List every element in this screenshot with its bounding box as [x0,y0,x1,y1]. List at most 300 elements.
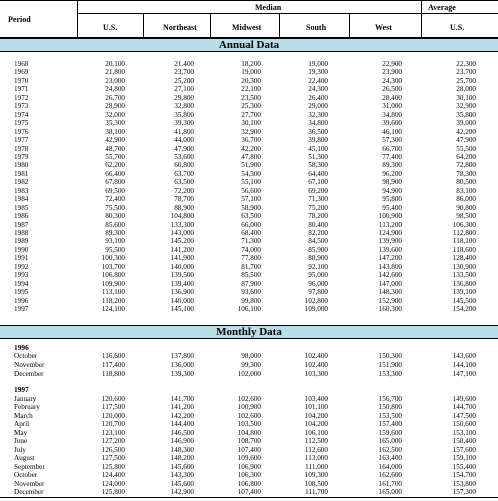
table-row [0,463,498,471]
value-cell: 157,600 [452,445,476,454]
value-cell: 141,900 [170,254,194,263]
value-cell: 106,300 [237,471,261,480]
value-cell: 51,300 [308,152,328,161]
value-cell: 23,700 [174,68,194,77]
year-label: 1997 [14,385,29,394]
value-cell: 64,200 [456,152,476,161]
value-cell: 36,700 [241,136,261,145]
value-cell: 71,300 [241,237,261,246]
value-cell: 98,500 [456,212,476,221]
col-us-header: U.S. [103,23,118,32]
value-cell: 72,800 [456,161,476,170]
value-cell: 51,900 [241,161,261,170]
value-cell: 42,900 [105,136,125,145]
divider [279,13,280,38]
value-cell: 118,800 [101,370,125,378]
value-cell: 103,500 [237,420,261,429]
table-row [0,229,498,237]
period-cell: April [14,420,30,429]
table-row [0,480,498,488]
value-cell: 23,500 [241,93,261,102]
period-cell: February [14,403,40,412]
value-cell: 89,300 [382,161,402,170]
value-cell: 143,000 [170,229,194,237]
value-cell: 39,000 [456,119,476,128]
period-cell: March [14,411,33,420]
value-cell: 39,800 [308,136,328,145]
value-cell: 92,100 [308,262,328,271]
period-cell: October [14,471,38,480]
value-cell: 103,700 [101,262,125,271]
value-cell: 104,200 [304,411,328,420]
period-cell: 1989 [14,237,29,246]
period-cell: 1994 [14,279,29,288]
table-row [0,395,498,403]
period-cell: 1975 [14,119,29,128]
value-cell: 31,000 [382,102,402,111]
divider [77,1,78,38]
divider [421,1,422,38]
period-cell: 1984 [14,195,29,204]
period-cell: 1983 [14,186,29,195]
value-cell: 32,900 [456,102,476,111]
value-cell: 32,300 [308,110,328,119]
value-cell: 136,800 [452,279,476,288]
table-row [0,119,498,127]
period-cell: 1986 [14,212,29,221]
value-cell: 67,800 [105,178,125,187]
value-cell: 117,400 [101,361,125,369]
table-row [0,77,498,85]
value-cell: 123,100 [101,428,125,437]
value-cell: 81,700 [241,262,261,271]
value-cell: 140,000 [170,262,194,271]
value-cell: 109,900 [101,279,125,288]
value-cell: 112,600 [304,445,328,454]
value-cell: 82,200 [308,229,328,237]
value-cell: 145,100 [170,305,194,314]
table-row [0,237,498,245]
value-cell: 147,500 [452,411,476,420]
table-row [0,85,498,93]
value-cell: 124,100 [101,305,125,314]
period-cell: January [14,395,37,403]
value-cell: 126,500 [101,445,125,454]
col-northeast-header: Northeast [163,23,197,32]
value-cell: 48,700 [105,144,125,153]
value-cell: 22,900 [382,60,402,68]
value-cell: 150,300 [378,352,402,360]
period-cell: 1972 [14,93,29,102]
value-cell: 42,200 [456,127,476,136]
value-cell: 102,800 [304,296,328,305]
median-underline [77,13,498,14]
value-cell: 99,800 [241,296,261,305]
period-cell: 1979 [14,152,29,161]
value-cell: 88,900 [174,203,194,212]
value-cell: 116,600 [101,352,125,360]
table-row [0,246,498,254]
value-cell: 150,800 [378,403,402,412]
value-cell: 72,400 [105,195,125,204]
value-cell: 58,900 [241,203,261,212]
period-cell: September [14,462,45,471]
value-cell: 63,500 [241,212,261,221]
period-cell: December [14,487,44,496]
value-cell: 101,100 [304,403,328,412]
average-header: Average [428,3,456,12]
table-row [0,429,498,437]
value-cell: 95,500 [105,245,125,254]
value-cell: 67,100 [308,178,328,187]
value-cell: 66,700 [382,144,402,153]
value-cell: 143,300 [170,471,194,480]
value-cell: 66,400 [105,169,125,178]
value-cell: 124,000 [101,479,125,488]
value-cell: 18,200 [241,60,261,68]
value-cell: 148,300 [378,288,402,297]
table-row [0,488,498,496]
monthly-data-band: Monthly Data [0,325,498,339]
value-cell: 103,300 [304,370,328,378]
value-cell: 147,000 [378,279,402,288]
value-cell: 145,600 [170,462,194,471]
value-cell: 86,000 [456,195,476,204]
value-cell: 95,800 [382,195,402,204]
value-cell: 77,400 [382,152,402,161]
value-cell: 55,700 [105,152,125,161]
value-cell: 54,300 [241,169,261,178]
value-cell: 78,200 [308,212,328,221]
value-cell: 139,600 [378,245,402,254]
value-cell: 98,900 [382,178,402,187]
period-cell: 1978 [14,144,29,153]
value-cell: 125,800 [101,462,125,471]
value-cell: 142,900 [170,487,194,496]
value-cell: 143,600 [452,352,476,360]
value-cell: 113,100 [101,288,125,297]
divider [349,13,350,38]
value-cell: 145,500 [452,296,476,305]
table-row [0,153,498,161]
value-cell: 144,400 [170,420,194,429]
value-cell: 80,300 [105,212,125,221]
value-cell: 144,700 [452,403,476,412]
period-cell: 1995 [14,288,29,297]
value-cell: 69,500 [105,186,125,195]
value-cell: 28,900 [105,102,125,111]
value-cell: 165,000 [378,437,402,446]
value-cell: 95,000 [308,271,328,280]
table-row [0,111,498,119]
period-cell: 1971 [14,85,29,94]
table-row [0,161,498,169]
value-cell: 78,300 [456,169,476,178]
value-cell: 159,100 [452,454,476,463]
divider [143,13,144,38]
value-cell: 26,500 [382,85,402,94]
value-cell: 120,600 [101,395,125,403]
value-cell: 69,200 [308,186,328,195]
value-cell: 87,900 [241,279,261,288]
value-cell: 83,100 [456,186,476,195]
value-cell: 28,000 [456,85,476,94]
value-cell: 60,800 [174,161,194,170]
table-row [0,412,498,420]
value-cell: 100,900 [237,403,261,412]
value-cell: 39,300 [174,119,194,128]
value-cell: 137,800 [170,352,194,360]
value-cell: 139,100 [452,288,476,297]
value-cell: 88,900 [308,254,328,263]
value-cell: 29,000 [308,102,328,111]
value-cell: 146,900 [170,437,194,446]
value-cell: 120,700 [101,420,125,429]
table-row [0,420,498,428]
table-bottom-rule [0,497,498,498]
value-cell: 113,200 [378,220,402,229]
value-cell: 23,000 [105,76,125,85]
annual-data-band: Annual Data [0,38,498,52]
value-cell: 143,800 [378,262,402,271]
value-cell: 158,400 [452,437,476,446]
value-cell: 164,000 [378,462,402,471]
value-cell: 24,300 [308,85,328,94]
value-cell: 89,300 [105,229,125,237]
period-cell: 1976 [14,127,29,136]
table-row [0,280,498,288]
value-cell: 46,100 [382,127,402,136]
value-cell: 22,100 [241,85,261,94]
value-cell: 23,900 [382,68,402,77]
table-row [0,370,498,378]
value-cell: 124,900 [378,229,402,237]
value-cell: 109,000 [304,305,328,314]
value-cell: 90,800 [456,203,476,212]
value-cell: 80,500 [456,178,476,187]
value-cell: 68,400 [241,229,261,237]
period-cell: June [14,437,28,446]
value-cell: 23,700 [456,68,476,77]
value-cell: 47,800 [241,152,261,161]
table-row [0,305,498,313]
period-cell: 1968 [14,60,29,68]
value-cell: 102,600 [237,411,261,420]
value-cell: 111,000 [305,462,328,471]
value-cell: 44,000 [174,136,194,145]
value-cell: 120,000 [101,411,125,420]
value-cell: 149,600 [452,395,476,403]
value-cell: 100,300 [101,254,125,263]
period-cell: 1981 [14,169,29,178]
value-cell: 97,800 [308,288,328,297]
value-cell: 102,600 [237,395,261,403]
value-cell: 127,500 [101,454,125,463]
value-cell: 125,800 [101,487,125,496]
value-cell: 151,900 [378,361,402,369]
value-cell: 24,800 [105,85,125,94]
value-cell: 25,200 [174,76,194,85]
table-row [0,204,498,212]
period-cell: 1969 [14,68,29,77]
table-row [0,271,498,279]
value-cell: 58,300 [308,161,328,170]
value-cell: 19,000 [241,68,261,77]
value-cell: 30,100 [241,119,261,128]
value-cell: 113,000 [304,454,328,463]
value-cell: 42,200 [241,144,261,153]
value-cell: 108,500 [304,479,328,488]
period-cell: July [14,445,26,454]
value-cell: 47,900 [456,136,476,145]
value-cell: 153,800 [452,479,476,488]
value-cell: 136,900 [170,288,194,297]
value-cell: 147,100 [452,370,476,378]
table-row [0,263,498,271]
table-row [0,195,498,203]
table-header [0,0,498,38]
value-cell: 106,100 [304,428,328,437]
value-cell: 141,700 [170,395,194,403]
value-cell: 41,800 [174,127,194,136]
value-cell: 104,800 [170,212,194,221]
value-cell: 133,500 [452,271,476,280]
period-cell: 1973 [14,102,29,111]
table-row [0,68,498,76]
table-row [0,178,498,186]
value-cell: 141,200 [170,245,194,254]
value-cell: 165,000 [378,487,402,496]
value-cell: 25,300 [241,102,261,111]
value-cell: 19,000 [308,60,328,68]
table-row [0,145,498,153]
value-cell: 22,300 [456,60,476,68]
value-cell: 26,400 [308,93,328,102]
period-cell: 1996 [14,296,29,305]
period-cell: 1985 [14,203,29,212]
period-header: Period [8,15,31,24]
value-cell: 150,600 [452,420,476,429]
period-cell: 1982 [14,178,29,187]
value-cell: 85,600 [105,220,125,229]
value-cell: 53,600 [174,152,194,161]
table-row [0,454,498,462]
table-row [0,94,498,102]
period-cell: December [14,370,44,378]
value-cell: 29,800 [174,93,194,102]
value-cell: 106,800 [101,271,125,280]
value-cell: 102,400 [304,361,328,369]
period-cell: 1977 [14,136,29,145]
value-cell: 75,500 [105,203,125,212]
value-cell: 128,400 [452,254,476,263]
value-cell: 57,100 [241,195,261,204]
value-cell: 139,900 [378,237,402,246]
value-cell: 102,000 [237,370,261,378]
table-row [0,128,498,136]
value-cell: 104,200 [304,420,328,429]
value-cell: 103,400 [304,395,328,403]
value-cell: 93,600 [241,288,261,297]
value-cell: 106,800 [237,479,261,488]
value-cell: 66,000 [241,220,261,229]
value-cell: 27,700 [241,110,261,119]
value-cell: 157,300 [452,487,476,496]
value-cell: 146,500 [170,428,194,437]
value-cell: 124,400 [101,471,125,480]
value-cell: 35,800 [456,110,476,119]
divider [210,13,211,38]
table-row [0,254,498,262]
value-cell: 21,800 [105,68,125,77]
col-avg-us-header: U.S. [450,23,465,32]
value-cell: 145,600 [170,479,194,488]
col-south-header: South [306,23,327,32]
value-cell: 139,300 [170,370,194,378]
table-row [0,60,498,68]
value-cell: 155,400 [452,462,476,471]
value-cell: 145,200 [170,237,194,246]
period-cell: 1980 [14,161,29,170]
value-cell: 98,000 [241,352,261,360]
value-cell: 160,300 [378,305,402,314]
value-cell: 140,000 [170,296,194,305]
value-cell: 109,300 [304,471,328,480]
table-row [0,437,498,445]
value-cell: 25,700 [456,76,476,85]
value-cell: 57,300 [382,136,402,145]
period-cell: November [14,479,45,488]
value-cell: 64,400 [308,169,328,178]
period-cell: 1988 [14,229,29,237]
value-cell: 159,600 [378,428,402,437]
value-cell: 147,200 [378,254,402,263]
value-cell: 154,700 [452,471,476,480]
value-cell: 111,700 [305,487,328,496]
value-cell: 32,000 [105,110,125,119]
value-cell: 154,200 [452,305,476,314]
value-cell: 27,100 [174,85,194,94]
median-header: Median [255,3,282,12]
table-row [0,446,498,454]
value-cell: 72,200 [174,186,194,195]
value-cell: 161,700 [378,479,402,488]
value-cell: 80,400 [308,220,328,229]
period-cell: 1987 [14,220,29,229]
value-cell: 127,200 [101,437,125,446]
value-cell: 99,300 [241,361,261,369]
value-cell: 56,600 [241,186,261,195]
value-cell: 55,500 [456,144,476,153]
value-cell: 94,900 [382,186,402,195]
table-row [0,352,498,360]
value-cell: 139,500 [170,271,194,280]
value-cell: 74,000 [241,245,261,254]
value-cell: 152,900 [378,296,402,305]
value-cell: 77,800 [241,254,261,263]
value-cell: 144,100 [452,361,476,369]
value-cell: 148,200 [170,454,194,463]
value-cell: 108,700 [237,437,261,446]
value-cell: 38,100 [105,127,125,136]
value-cell: 55,100 [241,178,261,187]
value-cell: 153,500 [378,411,402,420]
value-cell: 102,400 [304,352,328,360]
value-cell: 32,900 [241,127,261,136]
value-cell: 112,800 [452,229,476,237]
value-cell: 26,700 [105,93,125,102]
value-cell: 107,400 [237,445,261,454]
